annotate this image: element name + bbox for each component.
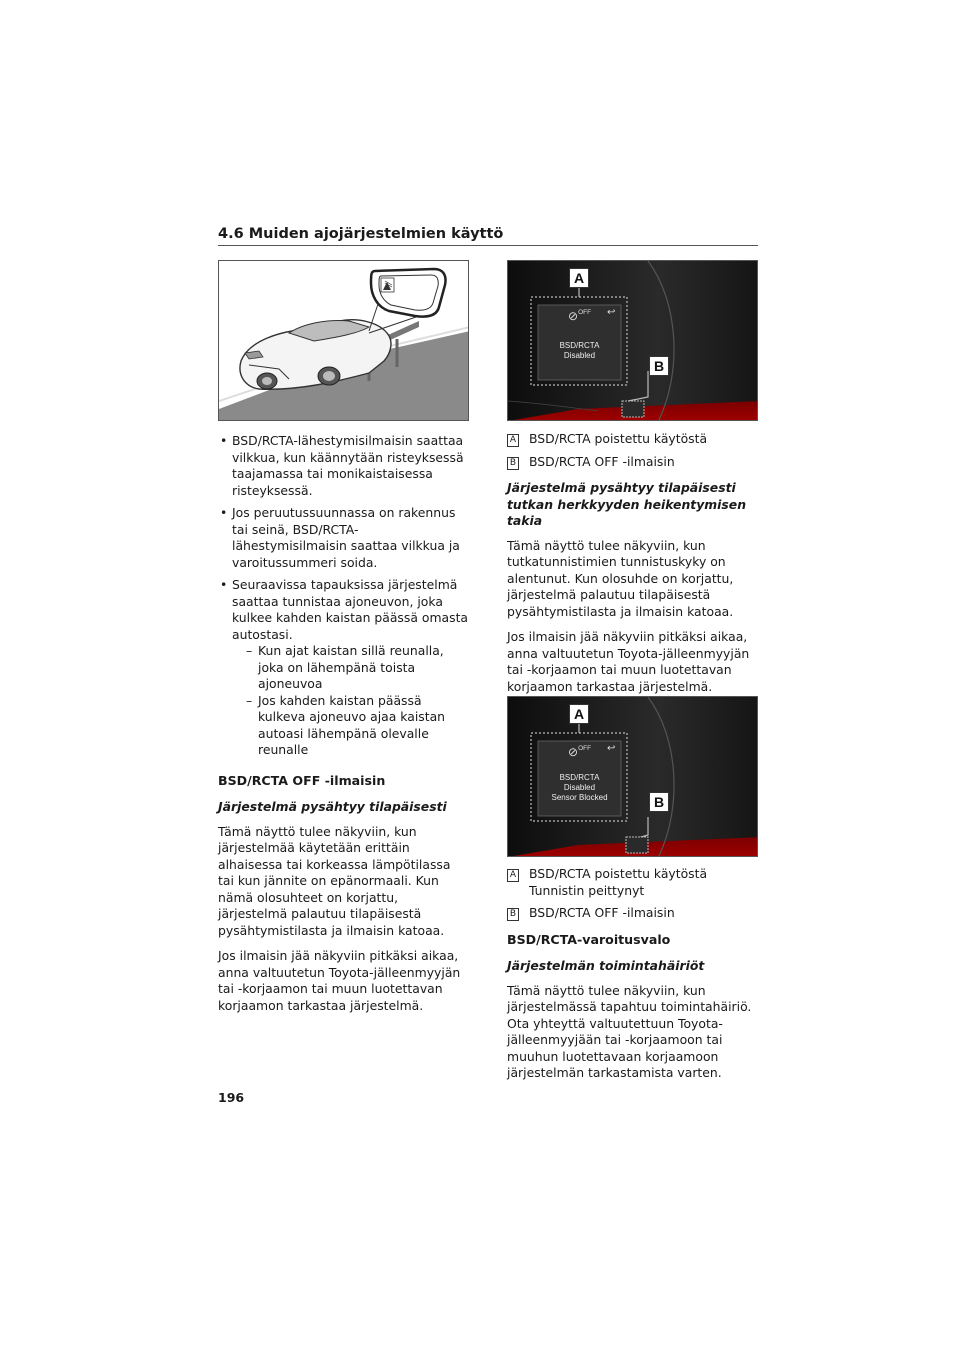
display-text-2: Disabled <box>563 783 596 792</box>
right-column-upper <box>507 431 758 704</box>
paragraph: Tämä näyttö tulee näkyviin, kun tutkatunnistimien tunnistuskyky on alentunut. Kun olosuhde on korjattu, järjestelmä palautuu tilapäisestä pysähtymistilasta ja ilmaisin katoaa. <box>507 537 734 619</box>
callout-b: B <box>649 792 669 812</box>
section-title: BSD/RCTA-varoitusvalo <box>507 931 671 947</box>
paragraph: Jos ilmaisin jää näkyviin pitkäksi aikaa, anna valtuutetun Toyota-jälleenmyyjän tai -korjaamon tai muun luotettavan korjaamon tarkastaa järjestelmä. <box>218 948 461 1013</box>
display-message <box>538 773 621 803</box>
paragraph: Tämä näyttö tulee näkyviin, kun järjestelmää käytetään erittäin alhaisessa tai korkeassa lämpötilassa tai kun jännite on epänormaali. Kun nämä olosuhteet on korjattu, järjestelmä palautuu tilapäisestä pysähtymistilasta ja ilmaisin katoaa. <box>218 823 451 938</box>
subsection-title: Järjestelmän toimintahäiriöt <box>507 958 705 973</box>
mirror-indicator-icon <box>381 278 394 292</box>
paragraph: Tämä näyttö tulee näkyviin, kun järjestelmässä tapahtuu toimintahäiriö. Ota yhteyttä valtuutettuun Toyota-jälleenmyyjään tai -korjaamoon tai muuhun luotettavaan korjaamoon järjestelmän tarkastamista varten. <box>507 982 752 1080</box>
off-label: OFF <box>578 309 592 316</box>
left-column <box>218 433 469 1023</box>
bullet-item: • BSD/RCTA-lähestymisilmaisin saattaa vilkkua, kun käännytään risteyksessä taajamassa tai monikaistaisessa risteyksessä. <box>218 433 469 499</box>
bsd-rcta-off-icon: ⊘$^{OFF}$ <box>568 745 592 759</box>
right-column-lower <box>507 866 758 1091</box>
section-header: 4.6 Muiden ajojärjestelmien käyttö <box>218 226 504 242</box>
bsd-rcta-sensor-blocked-display <box>507 696 758 857</box>
display-text-3: Sensor Blocked <box>551 793 608 802</box>
sub-item: – Kun ajat kaistan sillä reunalla, joka on lähempänä toista ajoneuvoa <box>246 643 469 693</box>
legend-item <box>507 431 758 448</box>
legend-key: A <box>507 869 519 882</box>
legend-key: B <box>507 457 519 470</box>
back-icon: ↩ <box>607 307 616 318</box>
bsd-rcta-disabled-display <box>507 260 758 421</box>
display-text-2: Disabled <box>563 351 596 360</box>
callout-a: A <box>569 704 589 724</box>
off-label: OFF <box>578 745 592 752</box>
bullet-list <box>218 433 469 759</box>
callout-b: B <box>649 356 669 376</box>
bsd-rcta-off-icon: ⊘$^{OFF}$ <box>568 309 592 323</box>
legend-text-2: Tunnistin peittynyt <box>529 882 645 898</box>
page-number: 196 <box>218 1090 245 1105</box>
sub-item: – Jos kahden kaistan päässä kulkeva ajoneuvo ajaa kaistan autoasi lähempänä olevalle reunalle <box>246 693 469 759</box>
legend-text: BSD/RCTA OFF -ilmaisin <box>529 453 675 469</box>
legend-key: A <box>507 434 519 447</box>
legend-item <box>507 866 758 899</box>
bullet-item: • Seuraavissa tapauksissa järjestelmä saattaa tunnistaa ajoneuvon, joka kulkee kahden kaistan päässä omasta autostasi. – Kun ajat kaistan sillä reunalla, joka on lähempänä toista ajoneuvoa – Jos kahden kaistan päässä kulkeva ajoneuvo ajaa kaistan autoasi lähempänä olevalle reunalle <box>218 577 469 759</box>
paragraph: Jos ilmaisin jää näkyviin pitkäksi aikaa, anna valtuutetun Toyota-jälleenmyyjän tai -korjaamon tai muun luotettavan korjaamon tarkastaa järjestelmä. <box>507 629 750 694</box>
legend-text: BSD/RCTA poistettu käytöstä <box>529 431 708 446</box>
display-text-1: BSD/RCTA <box>559 773 600 782</box>
header-divider <box>218 245 758 246</box>
car-mirror-illustration <box>218 260 469 421</box>
car-drawing <box>219 261 469 421</box>
sub-list <box>232 643 469 759</box>
legend-item <box>507 454 758 471</box>
back-icon: ↩ <box>607 743 616 754</box>
display-message <box>538 341 621 361</box>
legend-text: BSD/RCTA OFF -ilmaisin <box>529 905 675 920</box>
legend-key: B <box>507 908 519 921</box>
subsection-title: Järjestelmä pysähtyy tilapäisesti <box>218 799 447 814</box>
legend-text: BSD/RCTA poistettu käytöstä <box>529 866 708 881</box>
section-title: BSD/RCTA OFF -ilmaisin <box>218 772 386 788</box>
display-text-1: BSD/RCTA <box>559 341 600 350</box>
bullet-item: • Jos peruutussuunnassa on rakennus tai seinä, BSD/RCTA-lähestymisilmaisin saattaa vilkkua ja varoitussummeri soida. <box>218 505 469 571</box>
legend-item <box>507 905 758 922</box>
callout-a: A <box>569 268 589 288</box>
subsection-title: Järjestelmä pysähtyy tilapäisesti tutkan herkkyyden heikentymisen takia <box>507 480 747 528</box>
